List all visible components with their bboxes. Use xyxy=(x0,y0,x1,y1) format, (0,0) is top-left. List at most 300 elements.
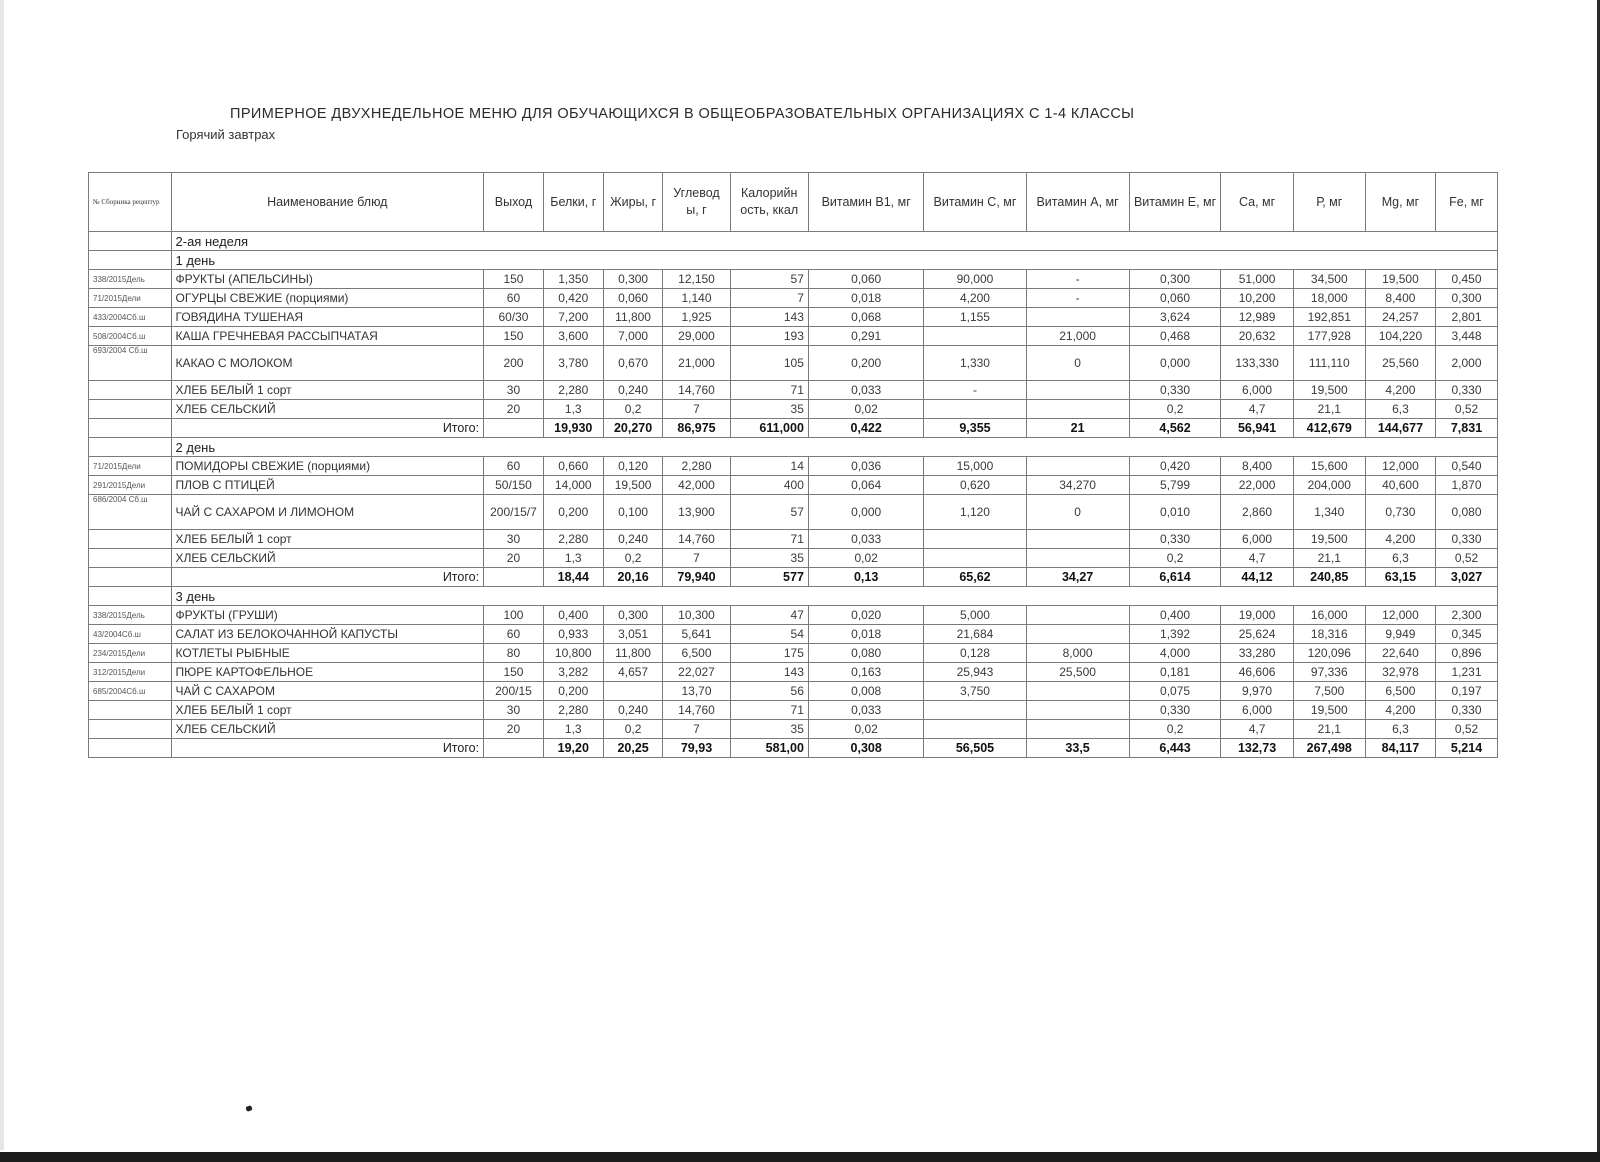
value-c: 25,943 xyxy=(924,663,1026,682)
total-label: Итого: xyxy=(171,739,484,758)
value-fe: 1,231 xyxy=(1436,663,1498,682)
dish-name: ПЛОВ С ПТИЦЕЙ xyxy=(171,476,484,495)
value-u: 10,300 xyxy=(663,606,730,625)
value-out: 80 xyxy=(484,644,544,663)
table-row xyxy=(89,644,1498,663)
column-header-2: Выход xyxy=(484,173,544,232)
value-u: 22,027 xyxy=(663,663,730,682)
value-u: 12,150 xyxy=(663,270,730,289)
value-a: - xyxy=(1026,289,1129,308)
empty-cell xyxy=(89,232,172,251)
table-row xyxy=(89,495,1498,530)
value-a: 0 xyxy=(1026,495,1129,530)
empty-cell xyxy=(89,251,172,270)
value-c: 5,000 xyxy=(924,606,1026,625)
value-b1: 0,018 xyxy=(808,625,924,644)
value-out: 150 xyxy=(484,270,544,289)
value-c: 1,120 xyxy=(924,495,1026,530)
value-e: 5,799 xyxy=(1129,476,1221,495)
value-mg: 19,500 xyxy=(1365,270,1435,289)
total-c: 65,62 xyxy=(924,568,1026,587)
value-a: 21,000 xyxy=(1026,327,1129,346)
value-kcal: 193 xyxy=(730,327,808,346)
day-label: 3 день xyxy=(171,587,1497,606)
value-out: 200 xyxy=(484,346,544,381)
value-b1: 0,02 xyxy=(808,549,924,568)
total-c: 56,505 xyxy=(924,739,1026,758)
total-u: 79,93 xyxy=(663,739,730,758)
value-b: 7,200 xyxy=(543,308,603,327)
value-ca: 46,606 xyxy=(1221,663,1293,682)
value-c: 0,128 xyxy=(924,644,1026,663)
value-u: 2,280 xyxy=(663,457,730,476)
column-header-13: Mg, мг xyxy=(1365,173,1435,232)
table-row xyxy=(89,625,1498,644)
total-kcal: 611,000 xyxy=(730,419,808,438)
value-kcal: 54 xyxy=(730,625,808,644)
value-kcal: 175 xyxy=(730,644,808,663)
value-ca: 19,000 xyxy=(1221,606,1293,625)
value-c xyxy=(924,327,1026,346)
recipe-code: 685/2004Сб.ш xyxy=(89,682,172,701)
recipe-code xyxy=(89,720,172,739)
value-b: 0,420 xyxy=(543,289,603,308)
value-mg: 104,220 xyxy=(1365,327,1435,346)
value-p: 111,110 xyxy=(1293,346,1365,381)
value-fe: 0,52 xyxy=(1436,549,1498,568)
total-j: 20,16 xyxy=(603,568,663,587)
document-title: ПРИМЕРНОЕ ДВУХНЕДЕЛЬНОЕ МЕНЮ ДЛЯ ОБУЧАЮЩИХСЯ В ОБЩЕОБРАЗОВАТЕЛЬНЫХ ОРГАНИЗАЦИЯХ С 1-4 КЛАССЫ xyxy=(230,106,1135,122)
empty-cell xyxy=(484,419,544,438)
value-fe: 0,197 xyxy=(1436,682,1498,701)
recipe-code: 234/2015Дели xyxy=(89,644,172,663)
value-b: 0,660 xyxy=(543,457,603,476)
table-row xyxy=(89,530,1498,549)
value-u: 6,500 xyxy=(663,644,730,663)
total-row xyxy=(89,419,1498,438)
dish-name: ПЮРЕ КАРТОФЕЛЬНОЕ xyxy=(171,663,484,682)
value-fe: 0,450 xyxy=(1436,270,1498,289)
total-kcal: 577 xyxy=(730,568,808,587)
value-a xyxy=(1026,682,1129,701)
total-p: 267,498 xyxy=(1293,739,1365,758)
value-p: 192,851 xyxy=(1293,308,1365,327)
total-p: 240,85 xyxy=(1293,568,1365,587)
value-p: 21,1 xyxy=(1293,400,1365,419)
value-ca: 51,000 xyxy=(1221,270,1293,289)
value-b: 2,280 xyxy=(543,381,603,400)
value-kcal: 143 xyxy=(730,663,808,682)
value-ca: 33,280 xyxy=(1221,644,1293,663)
value-e: 0,000 xyxy=(1129,346,1221,381)
total-ca: 132,73 xyxy=(1221,739,1293,758)
scan-speck xyxy=(245,1105,252,1112)
value-kcal: 71 xyxy=(730,530,808,549)
recipe-code: 508/2004Сб.ш xyxy=(89,327,172,346)
value-p: 16,000 xyxy=(1293,606,1365,625)
value-out: 60 xyxy=(484,289,544,308)
value-mg: 22,640 xyxy=(1365,644,1435,663)
value-e: 1,392 xyxy=(1129,625,1221,644)
value-b: 0,933 xyxy=(543,625,603,644)
value-mg: 25,560 xyxy=(1365,346,1435,381)
dish-name: ХЛЕБ СЕЛЬСКИЙ xyxy=(171,720,484,739)
total-ca: 56,941 xyxy=(1221,419,1293,438)
dish-name: ХЛЕБ БЕЛЫЙ 1 сорт xyxy=(171,530,484,549)
value-c: 1,330 xyxy=(924,346,1026,381)
empty-cell xyxy=(89,568,172,587)
value-j: 0,2 xyxy=(603,549,663,568)
day-label: 1 день xyxy=(171,251,1497,270)
value-b: 0,200 xyxy=(543,682,603,701)
value-b: 10,800 xyxy=(543,644,603,663)
value-j: 0,670 xyxy=(603,346,663,381)
value-ca: 4,7 xyxy=(1221,549,1293,568)
value-j: 0,300 xyxy=(603,270,663,289)
value-fe: 0,330 xyxy=(1436,530,1498,549)
value-mg: 32,978 xyxy=(1365,663,1435,682)
value-out: 200/15/7 xyxy=(484,495,544,530)
value-ca: 6,000 xyxy=(1221,381,1293,400)
value-u: 14,760 xyxy=(663,381,730,400)
value-j: 0,060 xyxy=(603,289,663,308)
value-kcal: 143 xyxy=(730,308,808,327)
total-fe: 5,214 xyxy=(1436,739,1498,758)
value-fe: 3,448 xyxy=(1436,327,1498,346)
value-ca: 12,989 xyxy=(1221,308,1293,327)
value-b: 1,3 xyxy=(543,549,603,568)
value-a xyxy=(1026,549,1129,568)
value-b1: 0,02 xyxy=(808,400,924,419)
value-mg: 40,600 xyxy=(1365,476,1435,495)
table-row xyxy=(89,381,1498,400)
week-label: 2-ая неделя xyxy=(171,232,1497,251)
dish-name: КАША ГРЕЧНЕВАЯ РАССЫПЧАТАЯ xyxy=(171,327,484,346)
value-b: 2,280 xyxy=(543,701,603,720)
total-ca: 44,12 xyxy=(1221,568,1293,587)
total-a: 33,5 xyxy=(1026,739,1129,758)
value-b1: 0,033 xyxy=(808,530,924,549)
value-out: 30 xyxy=(484,701,544,720)
value-a xyxy=(1026,381,1129,400)
dish-name: ЧАЙ С САХАРОМ xyxy=(171,682,484,701)
value-ca: 2,860 xyxy=(1221,495,1293,530)
value-e: 0,2 xyxy=(1129,720,1221,739)
scan-bottom-edge xyxy=(0,1152,1600,1162)
value-b1: 0,020 xyxy=(808,606,924,625)
value-j: 0,240 xyxy=(603,381,663,400)
scan-edge xyxy=(0,0,4,1150)
value-b: 3,282 xyxy=(543,663,603,682)
value-fe: 0,52 xyxy=(1436,400,1498,419)
table-row xyxy=(89,270,1498,289)
value-mg: 8,400 xyxy=(1365,289,1435,308)
total-e: 6,614 xyxy=(1129,568,1221,587)
value-mg: 4,200 xyxy=(1365,530,1435,549)
value-c xyxy=(924,701,1026,720)
value-ca: 10,200 xyxy=(1221,289,1293,308)
value-p: 1,340 xyxy=(1293,495,1365,530)
value-ca: 25,624 xyxy=(1221,625,1293,644)
value-j: 3,051 xyxy=(603,625,663,644)
column-header-14: Fe, мг xyxy=(1436,173,1498,232)
value-u: 29,000 xyxy=(663,327,730,346)
value-ca: 133,330 xyxy=(1221,346,1293,381)
total-label: Итого: xyxy=(171,568,484,587)
value-kcal: 105 xyxy=(730,346,808,381)
value-fe: 2,000 xyxy=(1436,346,1498,381)
value-out: 100 xyxy=(484,606,544,625)
value-b1: 0,291 xyxy=(808,327,924,346)
value-e: 0,330 xyxy=(1129,381,1221,400)
value-c xyxy=(924,549,1026,568)
value-e: 3,624 xyxy=(1129,308,1221,327)
empty-cell xyxy=(484,568,544,587)
value-e: 0,330 xyxy=(1129,701,1221,720)
value-fe: 0,896 xyxy=(1436,644,1498,663)
total-b: 18,44 xyxy=(543,568,603,587)
value-u: 7 xyxy=(663,720,730,739)
value-a: 0 xyxy=(1026,346,1129,381)
dish-name: ОГУРЦЫ СВЕЖИЕ (порциями) xyxy=(171,289,484,308)
value-j: 0,300 xyxy=(603,606,663,625)
total-b1: 0,13 xyxy=(808,568,924,587)
value-p: 34,500 xyxy=(1293,270,1365,289)
value-j: 11,800 xyxy=(603,308,663,327)
value-mg: 6,3 xyxy=(1365,720,1435,739)
value-u: 1,140 xyxy=(663,289,730,308)
value-out: 60 xyxy=(484,625,544,644)
value-c: 0,620 xyxy=(924,476,1026,495)
total-e: 6,443 xyxy=(1129,739,1221,758)
table-row xyxy=(89,606,1498,625)
value-fe: 1,870 xyxy=(1436,476,1498,495)
empty-cell xyxy=(89,419,172,438)
value-p: 18,316 xyxy=(1293,625,1365,644)
table-row xyxy=(89,400,1498,419)
value-b: 2,280 xyxy=(543,530,603,549)
value-e: 0,420 xyxy=(1129,457,1221,476)
empty-cell xyxy=(89,739,172,758)
value-out: 150 xyxy=(484,327,544,346)
value-kcal: 71 xyxy=(730,701,808,720)
value-kcal: 7 xyxy=(730,289,808,308)
recipe-code: 433/2004Сб.ш xyxy=(89,308,172,327)
dish-name: КАКАО С МОЛОКОМ xyxy=(171,346,484,381)
value-p: 19,500 xyxy=(1293,530,1365,549)
column-header-4: Жиры, г xyxy=(603,173,663,232)
value-ca: 9,970 xyxy=(1221,682,1293,701)
value-b: 1,3 xyxy=(543,400,603,419)
value-e: 0,330 xyxy=(1129,530,1221,549)
value-mg: 6,3 xyxy=(1365,549,1435,568)
value-c: 4,200 xyxy=(924,289,1026,308)
column-header-9: Витамин А, мг xyxy=(1026,173,1129,232)
value-p: 15,600 xyxy=(1293,457,1365,476)
value-c xyxy=(924,400,1026,419)
value-fe: 0,300 xyxy=(1436,289,1498,308)
value-out: 200/15 xyxy=(484,682,544,701)
value-e: 4,000 xyxy=(1129,644,1221,663)
value-out: 60/30 xyxy=(484,308,544,327)
column-header-7: Витамин В1, мг xyxy=(808,173,924,232)
value-b: 14,000 xyxy=(543,476,603,495)
total-j: 20,25 xyxy=(603,739,663,758)
table-row xyxy=(89,457,1498,476)
value-fe: 0,080 xyxy=(1436,495,1498,530)
value-kcal: 35 xyxy=(730,720,808,739)
value-ca: 6,000 xyxy=(1221,701,1293,720)
total-row xyxy=(89,568,1498,587)
dish-name: ХЛЕБ БЕЛЫЙ 1 сорт xyxy=(171,701,484,720)
value-mg: 4,200 xyxy=(1365,381,1435,400)
empty-cell xyxy=(484,739,544,758)
recipe-code: 312/2015Дели xyxy=(89,663,172,682)
dish-name: САЛАТ ИЗ БЕЛОКОЧАННОЙ КАПУСТЫ xyxy=(171,625,484,644)
value-u: 13,900 xyxy=(663,495,730,530)
total-a: 21 xyxy=(1026,419,1129,438)
value-p: 19,500 xyxy=(1293,381,1365,400)
value-p: 19,500 xyxy=(1293,701,1365,720)
day-label-row xyxy=(89,438,1498,457)
value-mg: 24,257 xyxy=(1365,308,1435,327)
recipe-code xyxy=(89,701,172,720)
value-a xyxy=(1026,457,1129,476)
column-header-3: Белки, г xyxy=(543,173,603,232)
total-b1: 0,422 xyxy=(808,419,924,438)
table-row xyxy=(89,289,1498,308)
value-u: 42,000 xyxy=(663,476,730,495)
table-row xyxy=(89,327,1498,346)
value-fe: 0,345 xyxy=(1436,625,1498,644)
value-mg: 6,3 xyxy=(1365,400,1435,419)
value-j xyxy=(603,682,663,701)
value-b1: 0,033 xyxy=(808,381,924,400)
value-e: 0,075 xyxy=(1129,682,1221,701)
table-row xyxy=(89,308,1498,327)
total-e: 4,562 xyxy=(1129,419,1221,438)
value-j: 0,240 xyxy=(603,530,663,549)
value-c: 1,155 xyxy=(924,308,1026,327)
value-out: 30 xyxy=(484,530,544,549)
value-fe: 0,540 xyxy=(1436,457,1498,476)
value-e: 0,010 xyxy=(1129,495,1221,530)
recipe-code xyxy=(89,530,172,549)
dish-name: ФРУКТЫ (ГРУШИ) xyxy=(171,606,484,625)
value-p: 7,500 xyxy=(1293,682,1365,701)
value-mg: 9,949 xyxy=(1365,625,1435,644)
total-mg: 144,677 xyxy=(1365,419,1435,438)
column-header-5: Углевод ы, г xyxy=(663,173,730,232)
recipe-code: 71/2015Дели xyxy=(89,457,172,476)
value-p: 21,1 xyxy=(1293,549,1365,568)
value-c: 90,000 xyxy=(924,270,1026,289)
column-header-12: Р, мг xyxy=(1293,173,1365,232)
value-kcal: 35 xyxy=(730,400,808,419)
column-header-10: Витамин Е, мг xyxy=(1129,173,1221,232)
value-u: 14,760 xyxy=(663,530,730,549)
value-e: 0,400 xyxy=(1129,606,1221,625)
dish-name: ХЛЕБ БЕЛЫЙ 1 сорт xyxy=(171,381,484,400)
value-p: 21,1 xyxy=(1293,720,1365,739)
value-fe: 0,330 xyxy=(1436,701,1498,720)
value-a xyxy=(1026,720,1129,739)
value-b1: 0,008 xyxy=(808,682,924,701)
value-kcal: 400 xyxy=(730,476,808,495)
week-label-row xyxy=(89,232,1498,251)
value-mg: 4,200 xyxy=(1365,701,1435,720)
total-fe: 3,027 xyxy=(1436,568,1498,587)
table-header-row xyxy=(89,173,1498,232)
value-b1: 0,163 xyxy=(808,663,924,682)
total-c: 9,355 xyxy=(924,419,1026,438)
table-row xyxy=(89,663,1498,682)
dish-name: ФРУКТЫ (АПЕЛЬСИНЫ) xyxy=(171,270,484,289)
value-c xyxy=(924,720,1026,739)
dish-name: ХЛЕБ СЕЛЬСКИЙ xyxy=(171,400,484,419)
value-a xyxy=(1026,625,1129,644)
recipe-code xyxy=(89,381,172,400)
total-row xyxy=(89,739,1498,758)
value-b1: 0,200 xyxy=(808,346,924,381)
value-fe: 2,801 xyxy=(1436,308,1498,327)
value-u: 7 xyxy=(663,549,730,568)
value-p: 177,928 xyxy=(1293,327,1365,346)
value-b: 1,350 xyxy=(543,270,603,289)
value-b1: 0,02 xyxy=(808,720,924,739)
day-label-row xyxy=(89,587,1498,606)
table-body xyxy=(89,232,1498,758)
table-row xyxy=(89,476,1498,495)
value-b: 0,200 xyxy=(543,495,603,530)
empty-cell xyxy=(89,438,172,457)
recipe-code: 338/2015Дель xyxy=(89,270,172,289)
table-row xyxy=(89,549,1498,568)
value-c xyxy=(924,530,1026,549)
value-ca: 8,400 xyxy=(1221,457,1293,476)
day-label: 2 день xyxy=(171,438,1497,457)
recipe-code: 686/2004 Сб.ш xyxy=(89,495,172,530)
value-kcal: 56 xyxy=(730,682,808,701)
dish-name: КОТЛЕТЫ РЫБНЫЕ xyxy=(171,644,484,663)
value-fe: 0,330 xyxy=(1436,381,1498,400)
value-kcal: 57 xyxy=(730,495,808,530)
value-j: 4,657 xyxy=(603,663,663,682)
value-p: 204,000 xyxy=(1293,476,1365,495)
value-mg: 0,730 xyxy=(1365,495,1435,530)
value-e: 0,181 xyxy=(1129,663,1221,682)
column-header-6: Калорийн ость, ккал xyxy=(730,173,808,232)
value-e: 0,2 xyxy=(1129,400,1221,419)
value-kcal: 71 xyxy=(730,381,808,400)
recipe-code xyxy=(89,400,172,419)
value-b: 1,3 xyxy=(543,720,603,739)
value-b: 3,780 xyxy=(543,346,603,381)
value-j: 11,800 xyxy=(603,644,663,663)
value-b1: 0,068 xyxy=(808,308,924,327)
value-j: 0,240 xyxy=(603,701,663,720)
total-fe: 7,831 xyxy=(1436,419,1498,438)
value-out: 20 xyxy=(484,400,544,419)
value-j: 0,2 xyxy=(603,720,663,739)
total-a: 34,27 xyxy=(1026,568,1129,587)
recipe-code: 693/2004 Сб.ш xyxy=(89,346,172,381)
table-row xyxy=(89,346,1498,381)
menu-table xyxy=(88,172,1498,758)
total-mg: 84,117 xyxy=(1365,739,1435,758)
value-a: 8,000 xyxy=(1026,644,1129,663)
value-out: 20 xyxy=(484,720,544,739)
